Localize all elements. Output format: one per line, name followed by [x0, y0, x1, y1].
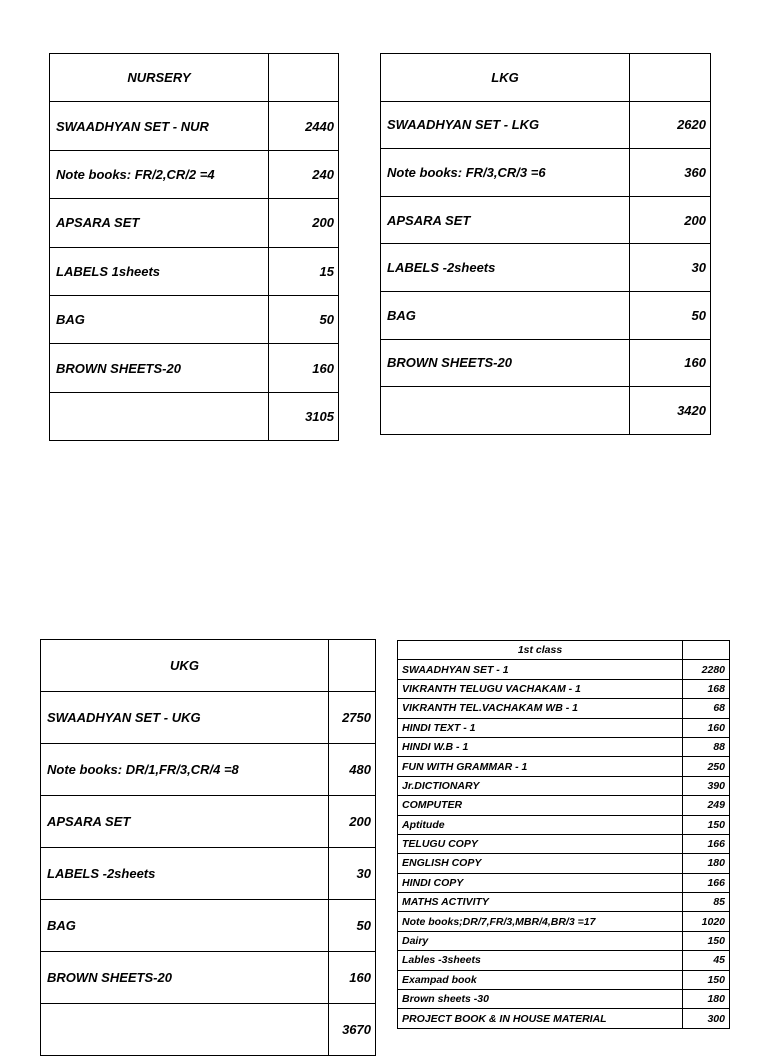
- item-amount: 200: [269, 199, 339, 247]
- item-amount: 2280: [683, 660, 730, 679]
- item-amount: 50: [269, 295, 339, 343]
- header-blank-cell: [683, 641, 730, 660]
- item-label: Exampad book: [398, 970, 683, 989]
- item-label: HINDI TEXT - 1: [398, 718, 683, 737]
- item-label: SWAADHYAN SET - NUR: [50, 102, 269, 150]
- item-amount: 300: [683, 1009, 730, 1028]
- table-row: [381, 149, 711, 197]
- item-amount: 2620: [630, 101, 711, 149]
- table-row: [41, 796, 376, 848]
- table-header-row: [398, 641, 730, 660]
- table-row: [50, 150, 339, 198]
- table-row: [50, 102, 339, 150]
- item-label: Aptitude: [398, 815, 683, 834]
- table-row: [398, 737, 730, 756]
- item-label: BAG: [381, 291, 630, 339]
- item-label: APSARA SET: [50, 199, 269, 247]
- table-row: [50, 247, 339, 295]
- item-label: LABELS -2sheets: [41, 848, 329, 900]
- item-label: Lables -3sheets: [398, 951, 683, 970]
- table-row: [41, 848, 376, 900]
- table-row: [398, 776, 730, 795]
- item-amount: 168: [683, 679, 730, 698]
- item-label: SWAADHYAN SET - 1: [398, 660, 683, 679]
- nursery-total: 3105: [269, 392, 339, 440]
- table-row: [398, 970, 730, 989]
- table-row: [398, 660, 730, 679]
- item-label: SWAADHYAN SET - UKG: [41, 692, 329, 744]
- item-label: APSARA SET: [381, 196, 630, 244]
- table-row: [50, 199, 339, 247]
- table-row: [398, 990, 730, 1009]
- item-label: Note books: FR/2,CR/2 =4: [50, 150, 269, 198]
- item-amount: 240: [269, 150, 339, 198]
- item-label: VIKRANTH TELUGU VACHAKAM - 1: [398, 679, 683, 698]
- item-amount: 88: [683, 737, 730, 756]
- table-row: [50, 295, 339, 343]
- item-label: BROWN SHEETS-20: [41, 952, 329, 1004]
- total-row: [50, 392, 339, 440]
- item-label: LABELS 1sheets: [50, 247, 269, 295]
- table-row: [398, 854, 730, 873]
- table-row: [398, 931, 730, 950]
- item-amount: 160: [683, 718, 730, 737]
- item-amount: 150: [683, 815, 730, 834]
- item-amount: 160: [329, 952, 376, 1004]
- table-row: [381, 291, 711, 339]
- item-amount: 160: [269, 344, 339, 392]
- table-row: [50, 344, 339, 392]
- lkg-table: [380, 53, 711, 435]
- item-amount: 249: [683, 796, 730, 815]
- item-amount: 1020: [683, 912, 730, 931]
- total-blank-cell: [50, 392, 269, 440]
- table-header-row: [50, 54, 339, 102]
- ukg-table: [40, 639, 376, 1056]
- nursery-table: [49, 53, 339, 441]
- item-label: Dairy: [398, 931, 683, 950]
- table-row: [398, 951, 730, 970]
- table-row: [381, 196, 711, 244]
- total-row: [381, 387, 711, 435]
- total-row: [41, 1004, 376, 1056]
- item-label: Brown sheets -30: [398, 990, 683, 1009]
- table-row: [398, 757, 730, 776]
- header-blank-cell: [630, 54, 711, 102]
- item-amount: 50: [329, 900, 376, 952]
- ukg-heading: UKG: [41, 640, 329, 692]
- item-amount: 180: [683, 854, 730, 873]
- item-amount: 166: [683, 834, 730, 853]
- item-label: TELUGU COPY: [398, 834, 683, 853]
- item-amount: 250: [683, 757, 730, 776]
- item-amount: 360: [630, 149, 711, 197]
- lkg-heading: LKG: [381, 54, 630, 102]
- item-label: VIKRANTH TEL.VACHAKAM WB - 1: [398, 699, 683, 718]
- item-amount: 2750: [329, 692, 376, 744]
- item-amount: 150: [683, 970, 730, 989]
- table-row: [41, 692, 376, 744]
- table-row: [41, 952, 376, 1004]
- table-row: [398, 912, 730, 931]
- item-label: Jr.DICTIONARY: [398, 776, 683, 795]
- total-blank-cell: [41, 1004, 329, 1056]
- item-amount: 2440: [269, 102, 339, 150]
- item-label: SWAADHYAN SET - LKG: [381, 101, 630, 149]
- item-label: BAG: [50, 295, 269, 343]
- total-blank-cell: [381, 387, 630, 435]
- table-row: [398, 873, 730, 892]
- table-row: [41, 744, 376, 796]
- table-row: [398, 718, 730, 737]
- header-blank-cell: [329, 640, 376, 692]
- item-amount: 480: [329, 744, 376, 796]
- item-amount: 85: [683, 893, 730, 912]
- nursery-heading: NURSERY: [50, 54, 269, 102]
- item-amount: 68: [683, 699, 730, 718]
- item-amount: 180: [683, 990, 730, 1009]
- item-amount: 45: [683, 951, 730, 970]
- table-row: [398, 679, 730, 698]
- item-label: Note books;DR/7,FR/3,MBR/4,BR/3 =17: [398, 912, 683, 931]
- table-row: [398, 893, 730, 912]
- item-amount: 50: [630, 291, 711, 339]
- item-label: LABELS -2sheets: [381, 244, 630, 292]
- item-label: MATHS ACTIVITY: [398, 893, 683, 912]
- item-label: COMPUTER: [398, 796, 683, 815]
- item-amount: 150: [683, 931, 730, 950]
- table-row: [398, 1009, 730, 1028]
- item-amount: 30: [630, 244, 711, 292]
- item-amount: 160: [630, 339, 711, 387]
- table-row: [381, 339, 711, 387]
- item-label: BROWN SHEETS-20: [50, 344, 269, 392]
- first-class-table: [397, 640, 730, 1029]
- item-label: APSARA SET: [41, 796, 329, 848]
- lkg-total: 3420: [630, 387, 711, 435]
- item-label: FUN WITH GRAMMAR - 1: [398, 757, 683, 776]
- item-label: Note books: FR/3,CR/3 =6: [381, 149, 630, 197]
- item-label: BROWN SHEETS-20: [381, 339, 630, 387]
- ukg-total: 3670: [329, 1004, 376, 1056]
- first-class-heading: 1st class: [398, 641, 683, 660]
- table-row: [41, 900, 376, 952]
- item-amount: 30: [329, 848, 376, 900]
- item-amount: 15: [269, 247, 339, 295]
- header-blank-cell: [269, 54, 339, 102]
- item-amount: 200: [329, 796, 376, 848]
- table-header-row: [381, 54, 711, 102]
- item-label: BAG: [41, 900, 329, 952]
- item-amount: 200: [630, 196, 711, 244]
- item-amount: 390: [683, 776, 730, 795]
- item-label: HINDI COPY: [398, 873, 683, 892]
- item-label: HINDI W.B - 1: [398, 737, 683, 756]
- table-row: [398, 834, 730, 853]
- table-row: [381, 101, 711, 149]
- table-header-row: [41, 640, 376, 692]
- table-row: [398, 815, 730, 834]
- item-label: ENGLISH COPY: [398, 854, 683, 873]
- table-row: [398, 796, 730, 815]
- table-row: [398, 699, 730, 718]
- item-amount: 166: [683, 873, 730, 892]
- table-row: [381, 244, 711, 292]
- item-label: PROJECT BOOK & IN HOUSE MATERIAL: [398, 1009, 683, 1028]
- item-label: Note books: DR/1,FR/3,CR/4 =8: [41, 744, 329, 796]
